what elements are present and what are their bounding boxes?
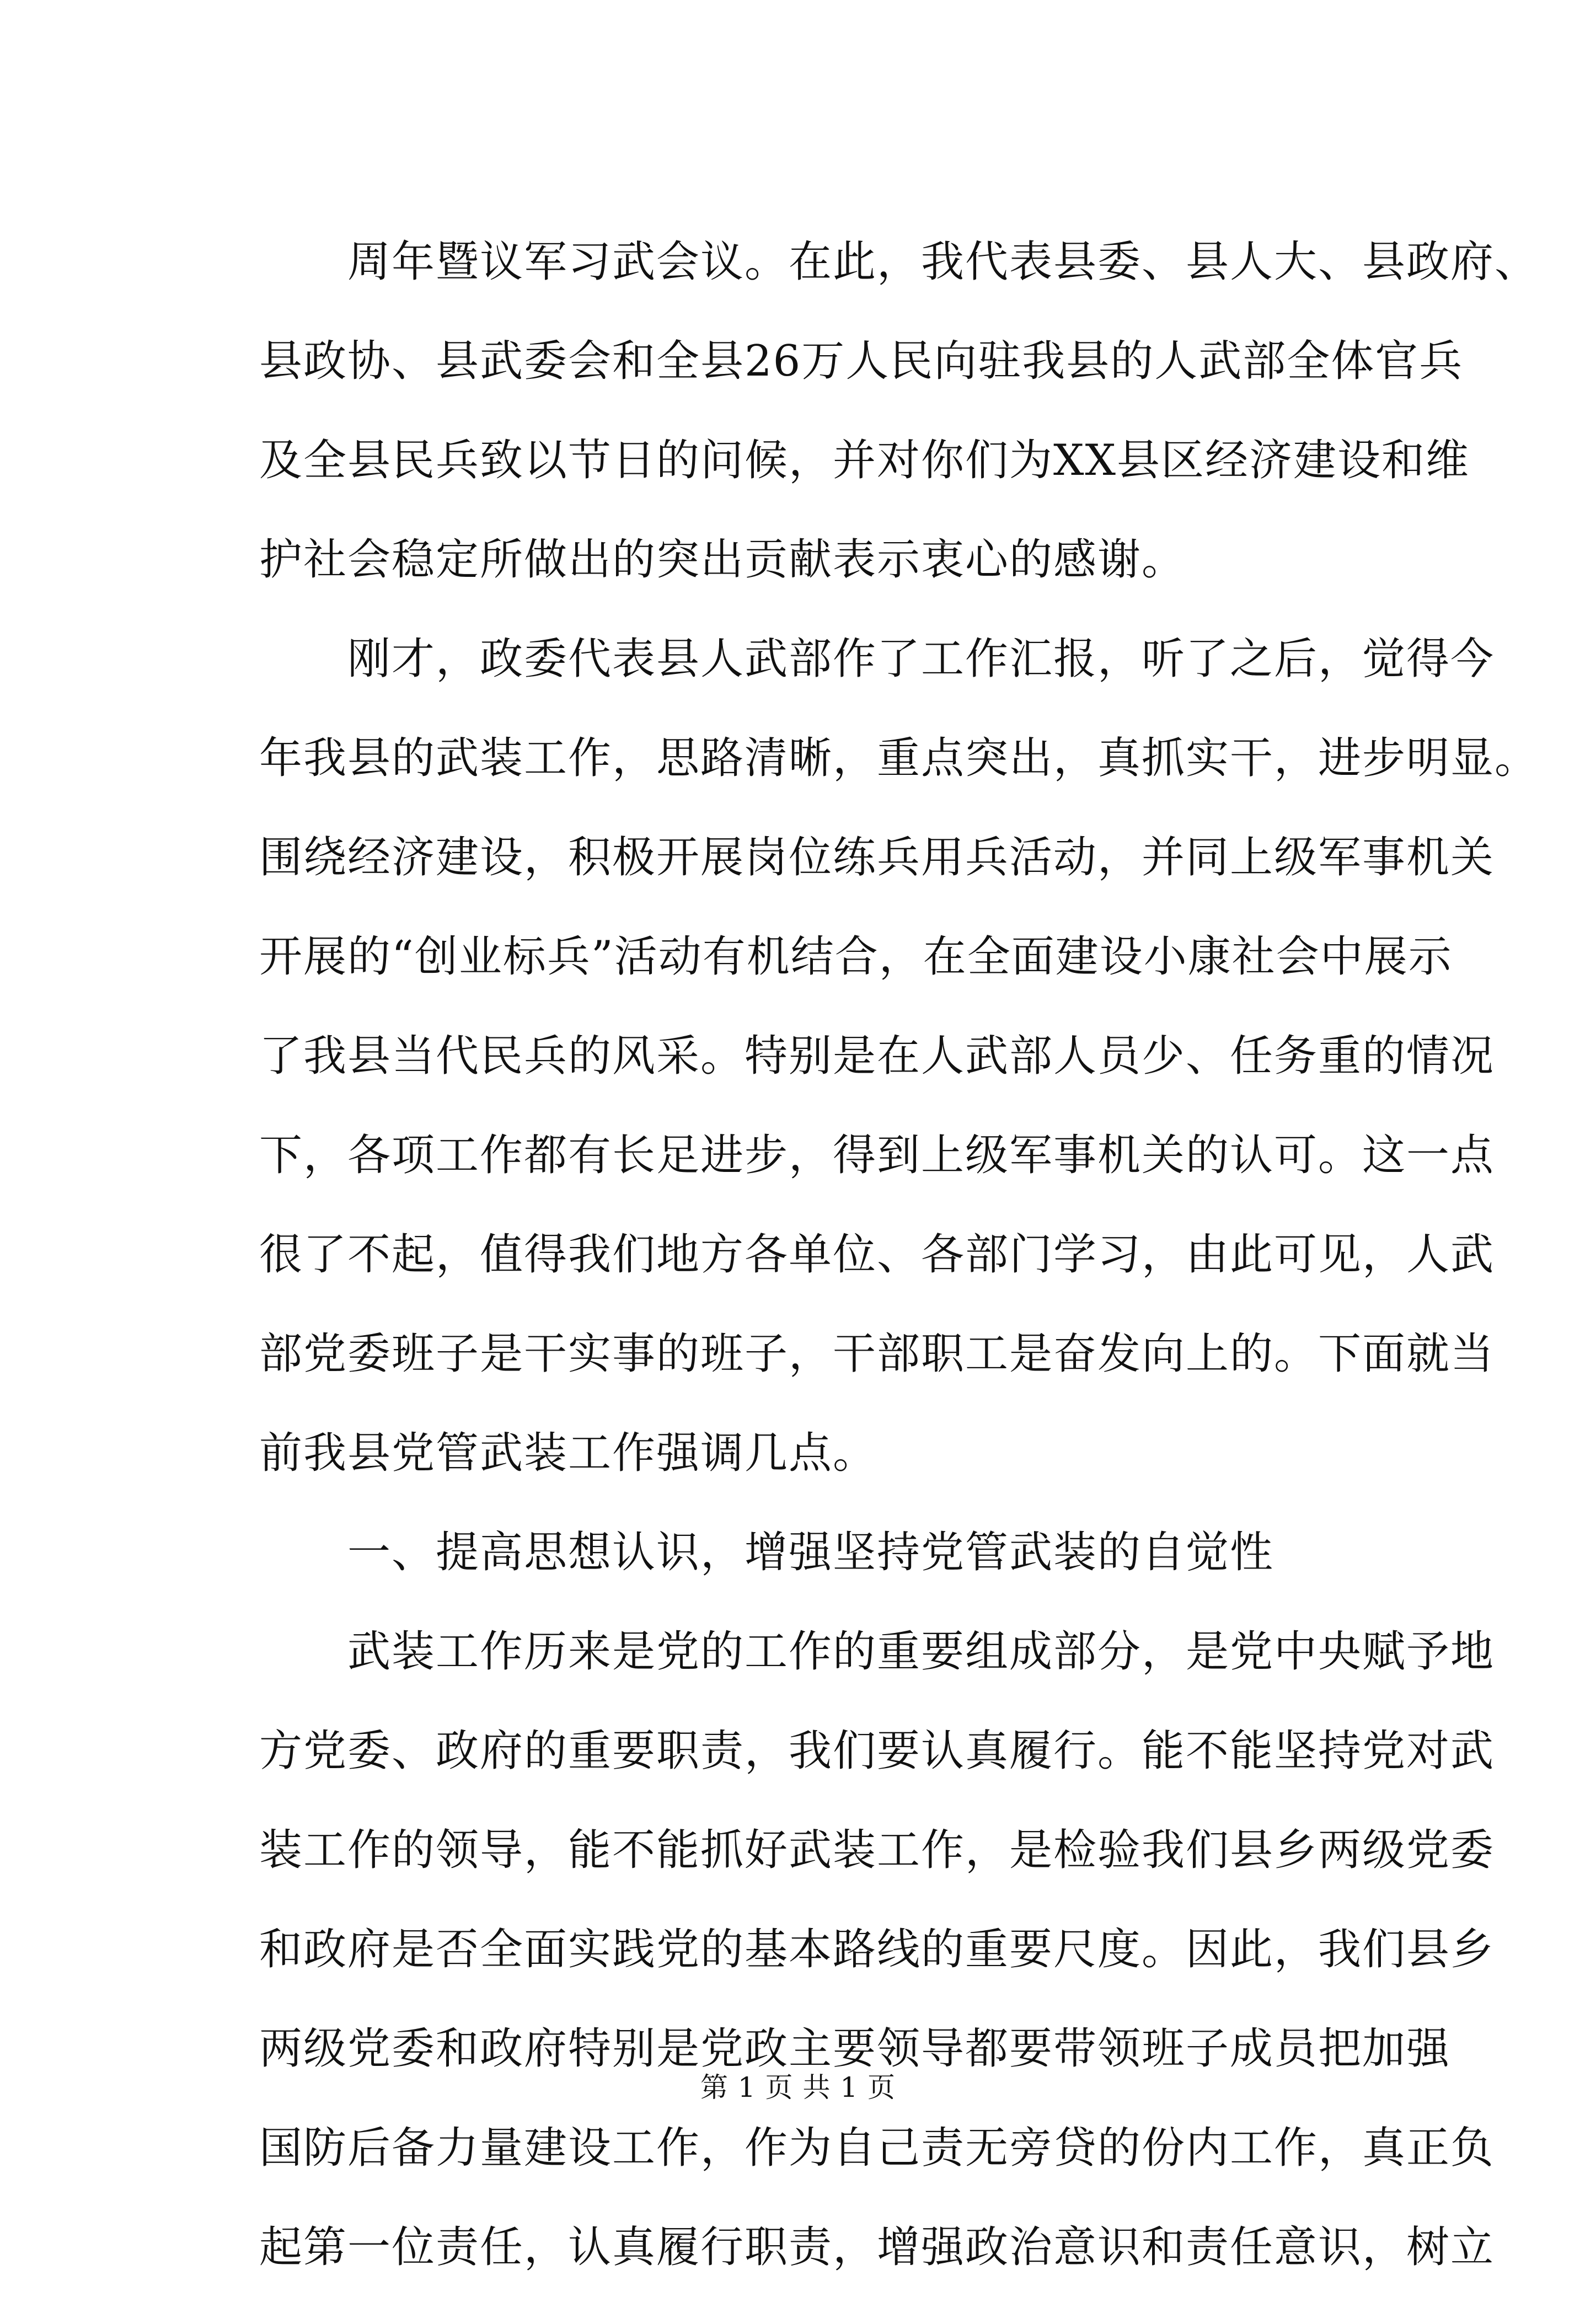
text-line: 前我县党管武装工作强调几点。	[259, 1428, 877, 1478]
text-line: 部党委班子是干实事的班子，干部职工是奋发向上的。下面就当	[259, 1329, 1495, 1379]
text-line: 护社会稳定所做出的突出贡献表示衷心的感谢。	[259, 535, 1186, 585]
text-line: 县政协、县武委会和全县26万人民向驻我县的人武部全体官兵	[259, 336, 1464, 386]
text-line: 年我县的武装工作，思路清晰，重点突出，真抓实干，进步明显。	[259, 733, 1539, 783]
document-body	[259, 212, 1539, 2297]
text-line: 很了不起，值得我们地方各单位、各部门学习，由此可见，人武	[259, 1230, 1495, 1279]
text-line: 两级党委和政府特别是党政主要领导都要带领班子成员把加强	[259, 2024, 1451, 2074]
text-line: 围绕经济建设，积极开展岗位练兵用兵活动，并同上级军事机关	[259, 833, 1495, 882]
page-footer: 第 1 页 共 1 页	[700, 2071, 896, 2103]
text-line: 装工作的领导，能不能抓好武装工作，是检验我们县乡两级党委	[259, 1825, 1495, 1875]
text-line: 周年暨议军习武会议。在此，我代表县委、县人大、县政府、	[347, 237, 1539, 287]
text-line: 国防后备力量建设工作，作为自己责无旁贷的份内工作，真正负	[259, 2123, 1495, 2173]
text-line: 起第一位责任，认真履行职责，增强政治意识和责任意识，树立	[259, 2223, 1495, 2272]
text-line: 和政府是否全面实践党的基本路线的重要尺度。因此，我们县乡	[259, 1925, 1495, 1974]
text-line: 方党委、政府的重要职责，我们要认真履行。能不能坚持党对武	[259, 1726, 1495, 1776]
text-line: 开展的“创业标兵”活动有机结合，在全面建设小康社会中展示	[259, 932, 1453, 982]
text-line: 了我县当代民兵的风采。特别是在人武部人员少、任务重的情况	[259, 1031, 1495, 1081]
text-line: 下，各项工作都有长足进步，得到上级军事机关的认可。这一点	[259, 1131, 1495, 1180]
text-line: 刚才，政委代表县人武部作了工作汇报，听了之后，觉得今	[347, 634, 1495, 684]
text-line: 武装工作历来是党的工作的重要组成部分，是党中央赋予地	[347, 1627, 1495, 1677]
text-line: 及全县民兵致以节日的问候，并对你们为XX县区经济建设和维	[259, 436, 1470, 485]
text-line: 一、提高思想认识，增强坚持党管武装的自觉性	[347, 1528, 1274, 1577]
